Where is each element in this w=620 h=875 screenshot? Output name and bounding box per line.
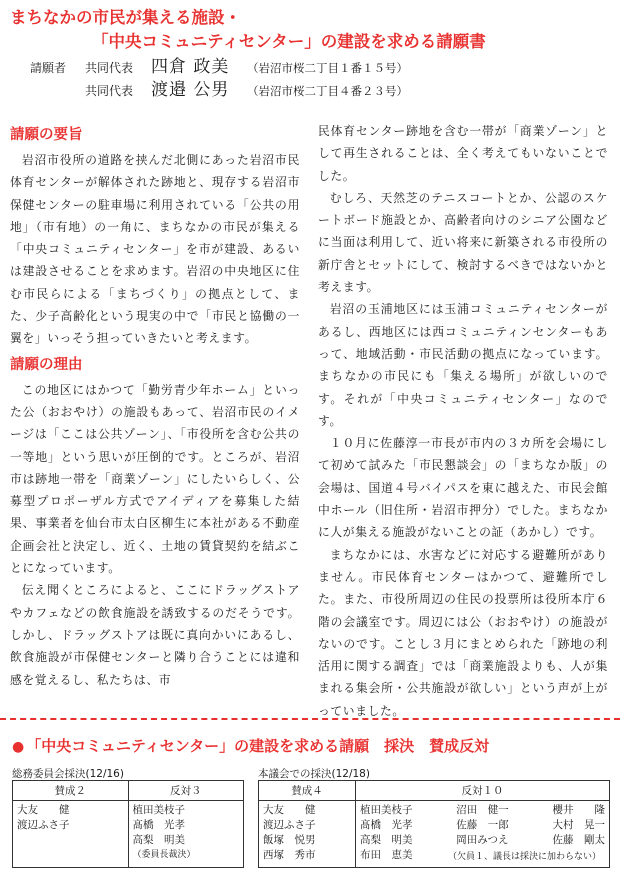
reasons-paragraph: むしろ、天然芝のテニスコートとか、公認のスケートボード施設とか、高齢者向けのシニア公園などに当面は利用して、近い将来に新築される市役所の新庁舎とセットにして、検討するべきではないかと考えます。	[318, 190, 608, 295]
member-name: 渡辺ふさ子	[263, 819, 316, 831]
vote-section-title	[12, 735, 612, 756]
plenary-for-cell	[259, 801, 356, 868]
left-column	[10, 120, 300, 691]
reasons-paragraph: 岩沼の玉浦地区には玉浦コミュニティセンターがあるし、西地区には西コミュニティンセンターもあって、地域活動・市民活動の拠点になっています。まちなかの市民にも「集える場所」が欲しいのです。それが「中央コミュニティセンター」なのです。	[318, 302, 608, 428]
member-name: 高梨 明美	[360, 834, 413, 846]
member-name: 櫻井 隆	[552, 804, 605, 816]
petitioner-row	[30, 56, 610, 79]
petitioner-row	[30, 79, 610, 102]
member-name: 佐藤 剛太	[552, 834, 605, 846]
committee-vote-label: 総務委員会採決(12/16)	[12, 768, 124, 780]
plenary-note: （欠員１、議長は採決に加わらない）	[448, 852, 602, 862]
member-name: 大村 晃一	[552, 819, 605, 831]
member-name: 髙橋 光孝	[360, 819, 413, 831]
right-column	[318, 120, 608, 722]
petitioner-title: 共同代表	[85, 84, 134, 98]
petitioner-address: （岩沼市桜二丁目１番１５号）	[247, 61, 408, 75]
petitioner-name: 渡邉 公男	[151, 80, 230, 100]
member-name: 高梨 明美	[132, 834, 185, 846]
summary-paragraph: 岩沼市役所の道路を挟んだ北側にあった岩沼市民体育センターが解体された跡地と、現存する岩沼市保健センターの駐車場に利用されている「公共の用地」（市有地）の一角に、まちなかの市民が集える「中央コミュニティセンター」を市が建設、あるいは建設させることを求めます。岩沼の中央地区に住む市民らによる「まちづくり」の拠点として、また、少子高齢化という現実の中で「市民と協働の一翼を」いっそう担っていきたいと考えます。	[10, 153, 300, 346]
committee-for-cell	[13, 801, 129, 868]
reasons-paragraph: １０月に佐藤淳一市長が市内の３カ所を会場にして初めて試みた「市民懇談会」の「まちなか版」の会場は、国道４号バイパスを東に越えた、市民会館中ホール（旧住所・岩沼市押分）でした。まちなかに人が集える施設がないことの証（あかし）です。	[318, 436, 608, 540]
committee-note: （委員長裁決）	[132, 850, 196, 860]
plenary-vote-label: 本議会での採決(12/18)	[258, 768, 370, 780]
section-divider	[0, 718, 620, 720]
petitioner-role: 請願者	[30, 61, 67, 75]
member-name: 大友 健	[17, 804, 70, 816]
plenary-for-header: 賛成４	[259, 781, 356, 801]
plenary-against-header: 反対１０	[356, 781, 610, 801]
reasons-paragraph-continued: 民体育センター跡地を含む一帯が「商業ゾーン」として再生されることは、全く考えてもいないことでした。	[318, 124, 608, 183]
plenary-against-cell	[356, 801, 610, 868]
title-line-2: 「中央コミュニティセンター」の建設を求める請願書	[92, 32, 486, 51]
member-name: 沼田 健一	[456, 804, 509, 816]
section-heading-summary: 請願の要旨	[10, 127, 83, 143]
committee-for-header: 賛成２	[13, 781, 129, 801]
reasons-paragraph: まちなかには、水害などに対応する避難所がありません。市民体育センターはかつて、避難所でした。また、市役所周辺の住民の投票所は役所本庁６階の会議室です。周辺には公（おおやけ）の施設がないのです。ことし３月にまとめられた「跡地の利活用に関する調査」では「商業施設よりも、人が集まれる集会所・公共施設が欲しい」という声が上がっていました。	[318, 547, 608, 718]
member-name: 植田美枝子	[132, 804, 185, 816]
petitioner-name: 四倉 政美	[151, 57, 230, 77]
section-heading-reasons: 請願の理由	[10, 356, 83, 373]
member-name: 植田美枝子	[360, 804, 413, 816]
member-name: 佐藤 一郎	[456, 819, 509, 831]
against-column-1	[360, 803, 413, 863]
reasons-paragraph: 伝え聞くところによると、ここにドラッグストアやカフェなどの飲食施設を誘致するのだそうです。しかし、ドラッグストアは既に真向かいにあるし、飲食施設が市保健センターと隣り合うことには違和感を覚えるし、私たちは、市	[10, 583, 300, 687]
member-name: 飯塚 悦男	[263, 834, 316, 846]
member-name: 西塚 秀市	[263, 849, 316, 861]
committee-against-cell	[128, 801, 244, 868]
title-line-1: まちなかの市民が集える施設・	[10, 8, 241, 27]
member-name: 渡辺ふさ子	[17, 819, 70, 831]
petitioner-title: 共同代表	[85, 61, 134, 75]
member-name: 岡田みつえ	[456, 834, 509, 846]
bullet-dot-icon: ●	[12, 739, 25, 755]
petitioner-address: （岩沼市桜二丁目４番２３号）	[247, 84, 408, 98]
vote-title-text: 「中央コミュニティセンター」の建設を求める請願 採決 賛成反対	[26, 737, 490, 755]
document-title	[10, 6, 610, 54]
plenary-vote-table	[258, 780, 610, 868]
committee-against-header: 反対３	[128, 781, 244, 801]
member-name: 髙橋 光孝	[132, 819, 185, 831]
reasons-paragraph: この地区にはかつて「勤労青少年ホーム」といった公（おおやけ）の施設もあって、岩沼市民のイメージは「ここは公共ゾーン」、「市役所を含む公共の一等地」という思いが圧倒的です。ところが、岩沼市は跡地一帯を「商業ゾーン」にしたいらしく、公募型プロポーザル方式でアイディアを募集した結果、事業者を仙台市太白区柳生に本社がある不動産企画会社と決定し、近く、土地の賃貸契約を結ぶことになっています。	[10, 382, 300, 576]
petitioners-block	[30, 56, 610, 102]
member-name: 布田 恵美	[360, 849, 413, 861]
member-name: 大友 健	[263, 804, 316, 816]
committee-vote-table	[12, 780, 244, 868]
